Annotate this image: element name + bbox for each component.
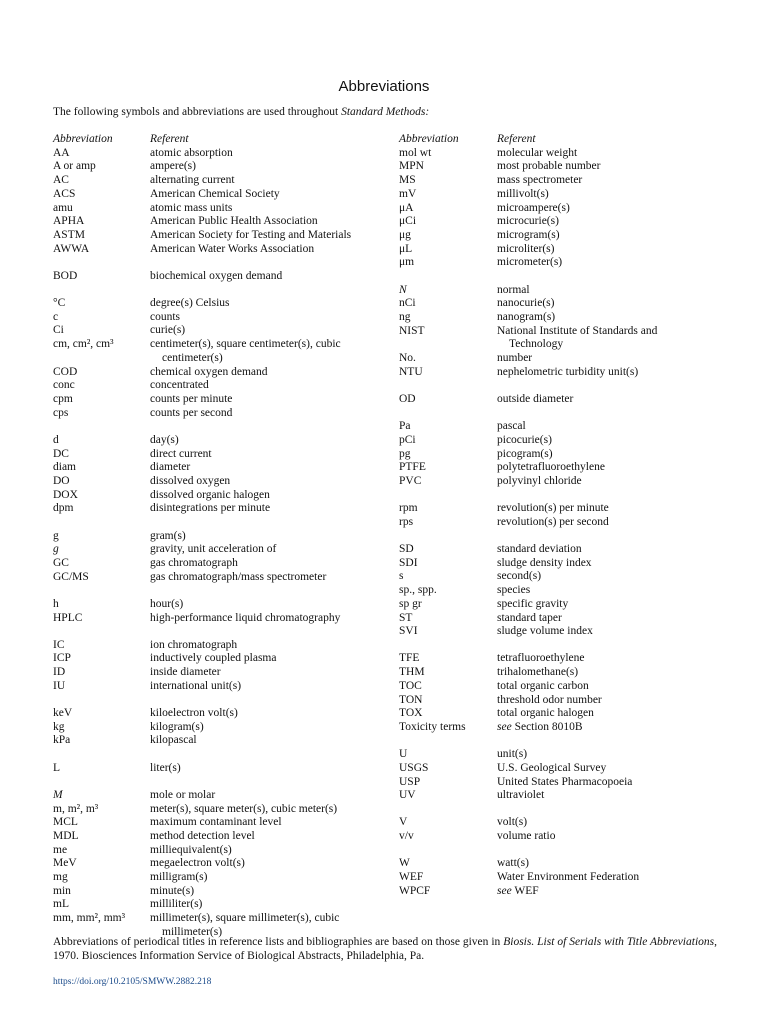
referent-text: number <box>497 352 533 364</box>
referent-text: international unit(s) <box>150 679 242 692</box>
referent <box>150 789 215 803</box>
referent-text: gravity, unit acceleration of <box>150 543 277 556</box>
abbreviation: μA <box>399 201 414 214</box>
referent-text: nephelometric turbidity unit(s) <box>497 365 639 378</box>
abbreviation: mm, mm², mm³ <box>53 912 126 925</box>
abbreviation: Toxicity terms <box>399 720 466 733</box>
referent <box>150 830 255 844</box>
abbreviation: AC <box>53 174 69 187</box>
referent <box>497 612 562 626</box>
abbreviation: AA <box>53 146 70 159</box>
referent-text: inductively coupled plasma <box>150 652 277 665</box>
referent <box>497 748 527 762</box>
referent-text: U.S. Geological Survey <box>497 761 607 774</box>
referent <box>150 188 280 202</box>
referent-text: trihalomethane(s) <box>497 666 579 679</box>
referent <box>150 898 202 912</box>
referent-text: sludge volume index <box>497 625 593 638</box>
doi-link[interactable]: https://doi.org/10.2105/SMWW.2882.218 <box>53 977 212 987</box>
referent <box>497 707 594 721</box>
referent-text: degree(s) Celsius <box>150 297 230 309</box>
abbreviation: IU <box>53 679 66 692</box>
referent <box>497 543 582 557</box>
abbreviation: IC <box>53 638 65 651</box>
referent-text: hour(s) <box>150 597 184 610</box>
referent-text: gas chromatograph <box>150 556 238 569</box>
referent-text: nanocurie(s) <box>497 297 555 310</box>
referent <box>150 680 241 694</box>
referent-text: specific gravity <box>497 597 569 610</box>
referent-text: normal <box>497 283 530 296</box>
referent-text: millimeter(s), square millimeter(s), cubic <box>150 912 340 925</box>
abbreviation: M <box>53 788 63 801</box>
abbreviation: MS <box>399 174 416 187</box>
referent <box>150 639 237 653</box>
abbreviation: c <box>53 310 59 323</box>
abbreviation: s <box>399 570 404 583</box>
referent-text: ion chromatograph <box>150 638 238 651</box>
abbreviation: g <box>53 529 59 542</box>
abbreviation: COD <box>53 365 78 378</box>
referent <box>150 707 238 721</box>
referent <box>150 324 185 338</box>
abbreviation: ACS <box>53 187 76 200</box>
referent-text: volume ratio <box>497 830 556 843</box>
referent <box>497 393 573 407</box>
abbreviation: diam <box>53 461 76 474</box>
referent <box>150 297 230 311</box>
referent-text: unit(s) <box>497 748 528 761</box>
intro-text <box>53 106 429 118</box>
referent-text: species <box>497 584 531 597</box>
referent <box>150 721 204 735</box>
referent-text: atomic absorption <box>150 146 233 159</box>
abbreviation: U <box>399 748 408 761</box>
referent-text: polyvinyl chloride <box>497 474 582 487</box>
abbreviation: DC <box>53 447 69 460</box>
abbreviation: dpm <box>53 502 74 515</box>
referent-text: gas chromatograph/mass spectrometer <box>150 570 327 583</box>
footnote-text-1: Abbreviations of periodical titles in reference lists and bibliographies are based on those given in <box>53 936 504 948</box>
abbreviation: SVI <box>399 625 418 638</box>
abbreviation: kPa <box>53 734 71 747</box>
referent-text: microgram(s) <box>497 228 560 241</box>
referent <box>497 666 578 680</box>
referent <box>150 734 197 748</box>
see-reference: see <box>497 720 512 733</box>
referent <box>497 789 544 803</box>
referent-text: polytetrafluoroethylene <box>497 461 605 474</box>
abbreviation: TOC <box>399 679 422 692</box>
referent-text: atomic mass units <box>150 201 233 214</box>
referent <box>150 652 276 666</box>
referent-text: microampere(s) <box>497 201 570 214</box>
abbreviation: min <box>53 884 71 897</box>
abbreviation: MDL <box>53 829 79 842</box>
referent-text: direct current <box>150 447 212 460</box>
referent <box>497 762 606 776</box>
referent-text: kilopascal <box>150 734 197 747</box>
referent-text: molecular weight <box>497 146 578 159</box>
referent-text: standard deviation <box>497 543 582 555</box>
referent-text: megaelectron volt(s) <box>150 857 245 870</box>
referent <box>497 584 530 598</box>
referent-text: revolution(s) per minute <box>497 502 609 515</box>
referent-text: nanogram(s) <box>497 310 556 323</box>
referent-text: micrometer(s) <box>497 256 563 269</box>
referent <box>497 366 638 380</box>
referent-text: kiloelectron volt(s) <box>150 707 238 719</box>
referent <box>497 325 657 352</box>
referent-text: concentrated <box>150 379 209 392</box>
abbreviation: NIST <box>399 324 425 337</box>
referent-text: disintegrations per minute <box>150 502 271 515</box>
header-referent: Referent <box>150 133 189 145</box>
footnote <box>53 935 717 963</box>
referent-text: curie(s) <box>150 324 186 337</box>
referent-text: microliter(s) <box>497 242 555 255</box>
referent <box>150 857 245 871</box>
referent-text: maximum contaminant level <box>150 816 282 829</box>
referent <box>497 420 526 434</box>
referent <box>150 871 208 885</box>
abbreviation: BOD <box>53 269 78 282</box>
abbreviation: W <box>399 857 410 870</box>
referent-text: day(s) <box>150 433 179 446</box>
referent-text: American Chemical Society <box>150 187 280 200</box>
referent-text: total organic halogen <box>497 707 594 720</box>
referent <box>497 256 562 270</box>
abbreviation: kg <box>53 720 65 733</box>
referent-continuation: Technology <box>509 338 564 351</box>
abbreviation: A or amp <box>53 160 96 173</box>
referent-text: chemical oxygen demand <box>150 365 268 378</box>
referent <box>497 147 577 161</box>
referent-text: dissolved organic halogen <box>150 488 270 501</box>
abbreviation: rps <box>399 515 414 528</box>
referent-text: Water Environment Federation <box>497 871 640 883</box>
abbreviation: WEF <box>399 871 424 883</box>
abbreviation: h <box>53 597 59 610</box>
referent <box>497 516 609 530</box>
referent-text: outside diameter <box>497 392 574 405</box>
referent-text: mole or molar <box>150 788 216 801</box>
abbreviation: sp., spp. <box>399 584 437 597</box>
referent <box>497 776 632 790</box>
abbreviation: cm, cm², cm³ <box>53 338 114 351</box>
abbreviation: DOX <box>53 488 78 501</box>
referent-text: microcurie(s) <box>497 215 559 228</box>
abbreviation: sp gr <box>399 597 422 610</box>
referent-text: second(s) <box>497 570 542 583</box>
abbreviation: mV <box>399 187 417 200</box>
abbreviation: HPLC <box>53 611 83 624</box>
referent-text: counts per second <box>150 406 233 419</box>
referent-text: method detection level <box>150 829 255 842</box>
abbreviation: PTFE <box>399 461 426 474</box>
abbreviation: GC <box>53 556 69 569</box>
abbreviation: μm <box>399 256 415 269</box>
abbreviation: ID <box>53 666 66 679</box>
abbreviation: USGS <box>399 761 429 774</box>
referent <box>497 816 527 830</box>
abbreviation: d <box>53 433 59 446</box>
referent-text: standard taper <box>497 611 562 624</box>
abbreviation: N <box>399 283 407 296</box>
referent-text: total organic carbon <box>497 679 589 692</box>
referent <box>497 174 582 188</box>
referent <box>150 530 186 544</box>
referent <box>497 680 589 694</box>
abbreviation: TFE <box>399 652 420 665</box>
referent <box>150 844 232 858</box>
abbreviation: v/v <box>399 830 414 843</box>
abbreviation: pg <box>399 447 411 460</box>
abbreviation: nCi <box>399 297 416 310</box>
referent <box>497 434 552 448</box>
abbreviation: NTU <box>399 365 423 378</box>
referent-text: picogram(s) <box>497 447 553 460</box>
referent <box>497 625 593 639</box>
referent-continuation: millimeter(s) <box>162 925 223 938</box>
referent <box>497 502 609 516</box>
referent <box>150 311 180 325</box>
referent <box>497 885 539 899</box>
referent <box>150 557 238 571</box>
referent-text: milliequivalent(s) <box>150 843 232 856</box>
referent <box>150 215 318 229</box>
abbreviation: V <box>399 816 408 829</box>
referent-text: American Water Works Association <box>150 242 315 255</box>
referent <box>150 803 337 817</box>
referent-text: most probable number <box>497 160 601 173</box>
referent-continuation: centimeter(s) <box>162 351 223 364</box>
referent <box>150 475 230 489</box>
referent-text: American Society for Testing and Materials <box>150 228 352 241</box>
referent <box>150 448 212 462</box>
referent <box>150 229 351 243</box>
referent <box>150 598 183 612</box>
see-reference: see <box>497 884 512 897</box>
referent-text: pascal <box>497 420 526 433</box>
abbreviation: UV <box>399 789 416 802</box>
referent-text: biochemical oxygen demand <box>150 269 283 282</box>
abbreviation: No. <box>399 352 416 364</box>
referent-text: minute(s) <box>150 884 195 897</box>
referent <box>150 502 270 516</box>
referent-text: milliliter(s) <box>150 898 203 911</box>
referent <box>497 652 585 666</box>
abbreviation: mg <box>53 871 68 883</box>
abbreviation: APHA <box>53 215 85 228</box>
abbreviation: L <box>53 761 61 774</box>
referent-text: WEF <box>511 884 539 897</box>
referent <box>150 543 276 557</box>
header-abbreviation: Abbreviation <box>399 133 459 145</box>
referent-text: millivolt(s) <box>497 187 549 200</box>
referent-text: kilogram(s) <box>150 720 204 733</box>
referent <box>497 830 555 844</box>
referent <box>150 338 341 365</box>
referent <box>497 598 568 612</box>
abbreviation: AWWA <box>53 242 90 255</box>
abbreviation: OD <box>399 392 416 405</box>
referent-text: ultraviolet <box>497 789 545 802</box>
referent <box>150 174 235 188</box>
referent <box>150 816 282 830</box>
abbreviation: TOX <box>399 707 423 720</box>
referent <box>150 489 270 503</box>
referent <box>150 366 268 380</box>
referent <box>497 871 639 885</box>
referent <box>150 270 282 284</box>
referent <box>150 160 196 174</box>
referent <box>497 352 532 366</box>
abbreviation: m, m², m³ <box>53 802 99 815</box>
referent-text: dissolved oxygen <box>150 474 231 487</box>
abbreviation: MPN <box>399 160 424 173</box>
referent <box>150 762 181 776</box>
abbreviation: ng <box>399 310 411 323</box>
abbreviation: SDI <box>399 556 418 569</box>
abbreviation: Pa <box>399 420 411 433</box>
referent-text: National Institute of Standards and <box>497 324 658 337</box>
referent <box>497 243 554 257</box>
referent-text: meter(s), square meter(s), cubic meter(s) <box>150 802 338 815</box>
abbreviation: ICP <box>53 652 71 665</box>
abbreviation: DO <box>53 474 70 487</box>
abbreviation: USP <box>399 775 421 788</box>
abbreviation: ST <box>399 611 413 624</box>
referent <box>497 311 555 325</box>
abbreviation: g <box>53 543 59 556</box>
abbreviation: μCi <box>399 215 417 228</box>
referent <box>497 721 583 735</box>
referent <box>497 188 549 202</box>
referent <box>150 885 194 899</box>
footnote-serial-title: Biosis. List of Serials with Title Abbreviations <box>503 936 715 948</box>
referent <box>497 857 529 871</box>
referent-text: picocurie(s) <box>497 433 552 446</box>
abbreviation: MeV <box>53 857 77 870</box>
referent <box>497 570 541 584</box>
referent <box>497 557 592 571</box>
referent <box>497 202 570 216</box>
referent-text: inside diameter <box>150 666 221 679</box>
referent-text: high-performance liquid chromatography <box>150 611 341 624</box>
referent-text: milligram(s) <box>150 871 208 883</box>
referent-text: alternating current <box>150 174 235 187</box>
referent-text: mass spectrometer <box>497 174 583 187</box>
referent-text: centimeter(s), square centimeter(s), cubic <box>150 338 341 351</box>
referent <box>150 407 232 421</box>
abbreviation: mL <box>53 898 69 911</box>
referent <box>150 393 232 407</box>
referent-text: volt(s) <box>497 816 528 829</box>
referent-text: threshold odor number <box>497 693 602 706</box>
abbreviation: TON <box>399 693 423 706</box>
referent-text: revolution(s) per second <box>497 515 609 528</box>
intro-publication-title: Standard Methods: <box>341 106 430 118</box>
referent <box>497 215 559 229</box>
referent <box>150 243 314 257</box>
referent-text: Section 8010B <box>511 720 583 733</box>
referent <box>497 229 560 243</box>
page-title: Abbreviations <box>338 78 430 95</box>
abbreviation: amu <box>53 201 73 214</box>
abbreviation: GC/MS <box>53 570 89 583</box>
referent <box>150 612 340 626</box>
abbreviation: μL <box>399 242 413 255</box>
abbreviation: rpm <box>399 502 418 515</box>
referent-text: diameter <box>150 461 191 474</box>
referent-text: counts per minute <box>150 392 233 405</box>
abbreviation: me <box>53 843 68 856</box>
footnote-text-2: , 1970. Biosciences Information Service of Biological Abstracts, Philadelphia, Pa. <box>53 936 717 962</box>
referent <box>150 379 209 393</box>
referent-text: sludge density index <box>497 556 592 569</box>
header-referent: Referent <box>497 133 536 145</box>
referent-text: tetrafluoroethylene <box>497 652 585 665</box>
referent <box>497 448 553 462</box>
referent <box>150 666 221 680</box>
referent <box>497 694 602 708</box>
abbreviation: conc <box>53 379 75 392</box>
referent-text: liter(s) <box>150 761 181 774</box>
abbreviation: THM <box>399 666 425 679</box>
referent <box>497 461 605 475</box>
referent-text: ampere(s) <box>150 160 196 173</box>
referent <box>150 434 179 448</box>
referent-text: United States Pharmacopoeia <box>497 775 633 788</box>
referent <box>150 461 190 475</box>
referent-text: watt(s) <box>497 857 529 870</box>
abbreviation: mol wt <box>399 146 432 159</box>
referent <box>497 284 530 298</box>
referent <box>497 297 554 311</box>
referent <box>150 571 326 585</box>
abbreviation: cps <box>53 406 69 419</box>
abbreviation: WPCF <box>399 884 431 897</box>
abbreviation: μg <box>399 228 411 241</box>
header-abbreviation: Abbreviation <box>53 133 113 145</box>
abbreviation: °C <box>53 297 66 309</box>
intro-prefix: The following symbols and abbreviations are used throughout <box>53 106 342 118</box>
referent <box>497 160 600 174</box>
abbreviation: keV <box>53 707 73 719</box>
abbreviation: Ci <box>53 324 64 337</box>
referent-text: gram(s) <box>150 529 186 542</box>
referent-text: American Public Health Association <box>150 215 318 228</box>
abbreviation: ASTM <box>53 228 85 241</box>
abbreviation: MCL <box>53 816 78 829</box>
referent-text: counts <box>150 310 181 323</box>
abbreviation: pCi <box>399 433 416 446</box>
referent <box>150 202 232 216</box>
abbreviation: SD <box>399 543 414 555</box>
abbreviation: cpm <box>53 392 73 405</box>
abbreviation: PVC <box>399 474 422 487</box>
referent <box>497 475 582 489</box>
referent <box>150 147 233 161</box>
